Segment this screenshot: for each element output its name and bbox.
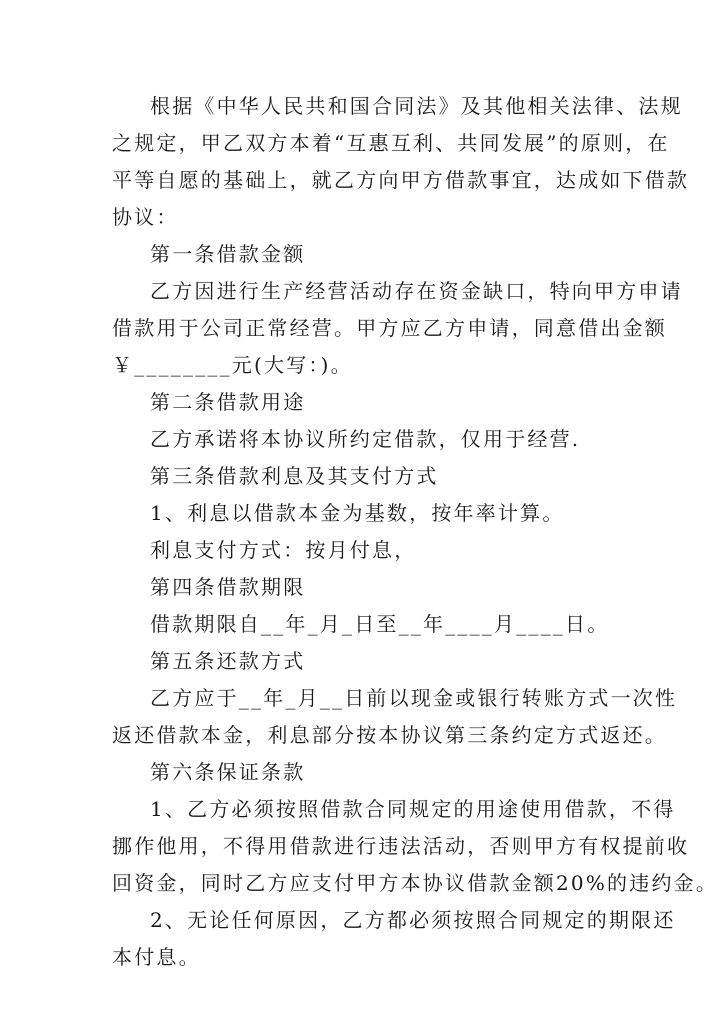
article-6-line-2: 挪作他用，不得用借款进行违法活动，否则甲方有权提前收 <box>112 834 690 858</box>
article-6-line-4: 2、无论任何原因，乙方都必须按照合同规定的期限还 <box>150 908 676 932</box>
article-4-title: 第四条借款期限 <box>150 575 306 599</box>
article-4-line-1: 借款期限自__年_月_日至__年____月____日。 <box>150 612 610 636</box>
preamble-line-4: 协议： <box>112 205 179 229</box>
article-6-title: 第六条保证条款 <box>150 760 306 784</box>
article-3-title: 第三条借款利息及其支付方式 <box>150 464 439 488</box>
article-6-line-5: 本付息。 <box>112 945 201 969</box>
article-1-line-3: ￥________元(大写：)。 <box>112 353 353 377</box>
article-2-line-1: 乙方承诺将本协议所约定借款，仅用于经营. <box>150 427 581 451</box>
article-5-line-1: 乙方应于__年_月__日前以现金或银行转账方式一次性 <box>150 686 678 710</box>
preamble-line-1: 根据《中华人民共和国合同法》及其他相关法律、法规 <box>150 94 683 118</box>
article-6-line-3: 回资金，同时乙方应支付甲方本协议借款金额20%的违约金。 <box>112 871 719 895</box>
article-5-title: 第五条还款方式 <box>150 649 306 673</box>
preamble-line-3: 平等自愿的基础上，就乙方向甲方借款事宜，达成如下借款 <box>112 168 690 192</box>
article-1-line-2: 借款用于公司正常经营。甲方应乙方申请，同意借出金额 <box>112 316 667 340</box>
article-6-line-1: 1、乙方必须按照借款合同规定的用途使用借款，不得 <box>150 797 676 821</box>
article-5-line-2: 返还借款本金，利息部分按本协议第三条约定方式返还。 <box>112 723 667 747</box>
preamble-line-2: 之规定，甲乙双方本着“互惠互利、共同发展”的原则，在 <box>112 131 670 155</box>
article-1-line-1: 乙方因进行生产经营活动存在资金缺口，特向甲方申请 <box>150 279 683 303</box>
article-2-title: 第二条借款用途 <box>150 390 306 414</box>
article-1-title: 第一条借款金额 <box>150 242 306 266</box>
article-3-line-1: 1、利息以借款本金为基数，按年率计算。 <box>150 501 565 525</box>
article-3-line-2: 利息支付方式：按月付息， <box>150 538 417 562</box>
